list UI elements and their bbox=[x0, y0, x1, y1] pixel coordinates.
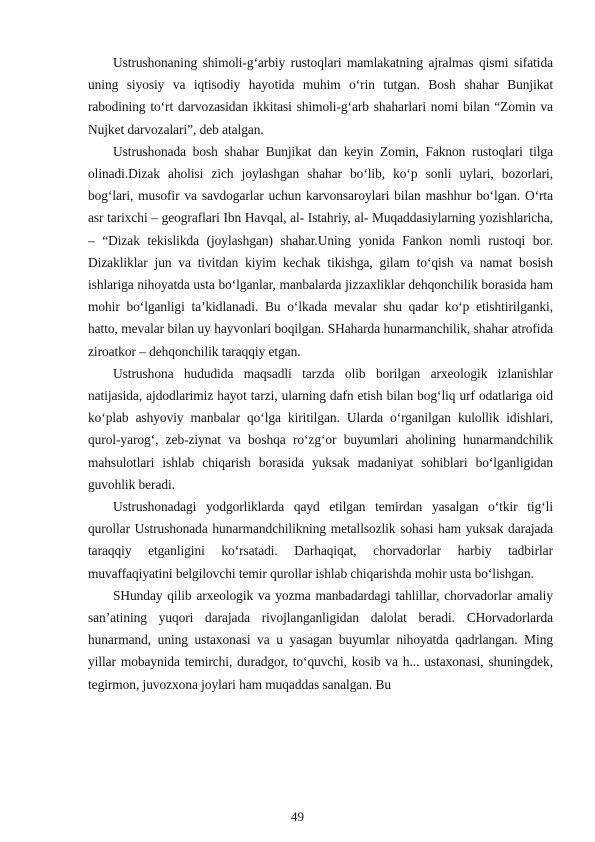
paragraph-3: Ustrushona hududida maqsadli tarzda olib borilgan arxeologik izlanishlar natijasida, ajdodlarimiz hayot tarzi, ularning dafn etish bilan bog‘liq urf odatlariga oid ko‘plab ashyoviy manbalar qo‘lga kiritilgan. Ularda o‘rganilgan kulollik idishlari, qurol-yarog‘, zeb-ziynat va boshqa ro‘zg‘or buyumlari aholining hunarmandchilik mahsulotlari ishlab chiqarish borasida yuksak madaniyat sohiblari bo‘lganligidan guvohlik beradi. bbox=[88, 365, 553, 492]
page-number: 49 bbox=[291, 809, 304, 824]
paragraph-5: SHunday qilib arxeologik va yozma manbadardagi tahlillar, chorvadorlar amaliy san’atining yuqori darajada rivojlanganligidan dalolat beradi. CHorvadorlarda hunarmand, uning ustaxonasi va u yasagan buyumlar nihoyatda qadrlangan. Ming yillar mobaynida temirchi, duradgor, to‘quvchi, kosib va h... ustaxonasi, shuningdek, tegirmon, juvozxona joylari ham muqaddas sanalgan. Bu bbox=[88, 587, 553, 692]
paragraph-2: Ustrushonada bosh shahar Bunjikat dan keyin Zomin, Faknon rustoqlari tilga olinadi.Dizak aholisi zich joylashgan shahar bo‘lib, ko‘p sonli uylari, bozorlari, bog‘lari, musofir va savdogarlar uchun karvonsaroylari bilan mashhur bo‘lgan. O‘rta asr tarixchi – geograflari Ibn Havqal, al- Istahriy, al- Muqaddasiylarning yozishlaricha, – “Dizak tekislikda (joylashgan) shahar.Uning yonida Fankon nomli rustoqi bor. Dizakliklar jun va tivitdan kiyim kechak tikishga, gilam to‘qish va namat bosish ishlariga nihoyatda usta bo‘lganlar, manbalarda jizzaxliklar dehqonchilik borasida ham mohir bo‘lganligi ta’kidlanadi. Bu o‘lkada mevalar shu qadar ko‘p etishtirilganki, hatto, mevalar bilan uy hayvonlari boqilgan. SHaharda hunarmanchilik, shahar atrofida ziroatkor – dehqonchilik taraqqiy etgan. bbox=[88, 143, 553, 359]
paragraph-1: Ustrushonaning shimoli-g‘arbiy rustoqlari mamlakatning ajralmas qismi sifatida uning siyosiy va iqtisodiy hayotida muhim o‘rin tutgan. Bosh shahar Bunjikat rabodining to‘rt darvozasidan ikkitasi shimoli-g‘arb shaharlari nomi bilan “Zomin va Nujket darvozalari”, deb atalgan. bbox=[88, 55, 553, 137]
paragraph-4: Ustrushonadagi yodgorliklarda qayd etilgan temirdan yasalgan o‘tkir tig‘li qurollar Ustrushonada hunarmandchilikning metallsozlik sohasi ham yuksak darajada taraqqiy etganligini ko‘rsatadi. Darhaqiqat, chorvadorlar harbiy tadbirlar muvaffaqiyatini belgilovchi temir qurollar ishlab chiqarishda mohir usta bo‘lishgan. bbox=[88, 499, 553, 581]
document-page bbox=[88, 52, 553, 696]
